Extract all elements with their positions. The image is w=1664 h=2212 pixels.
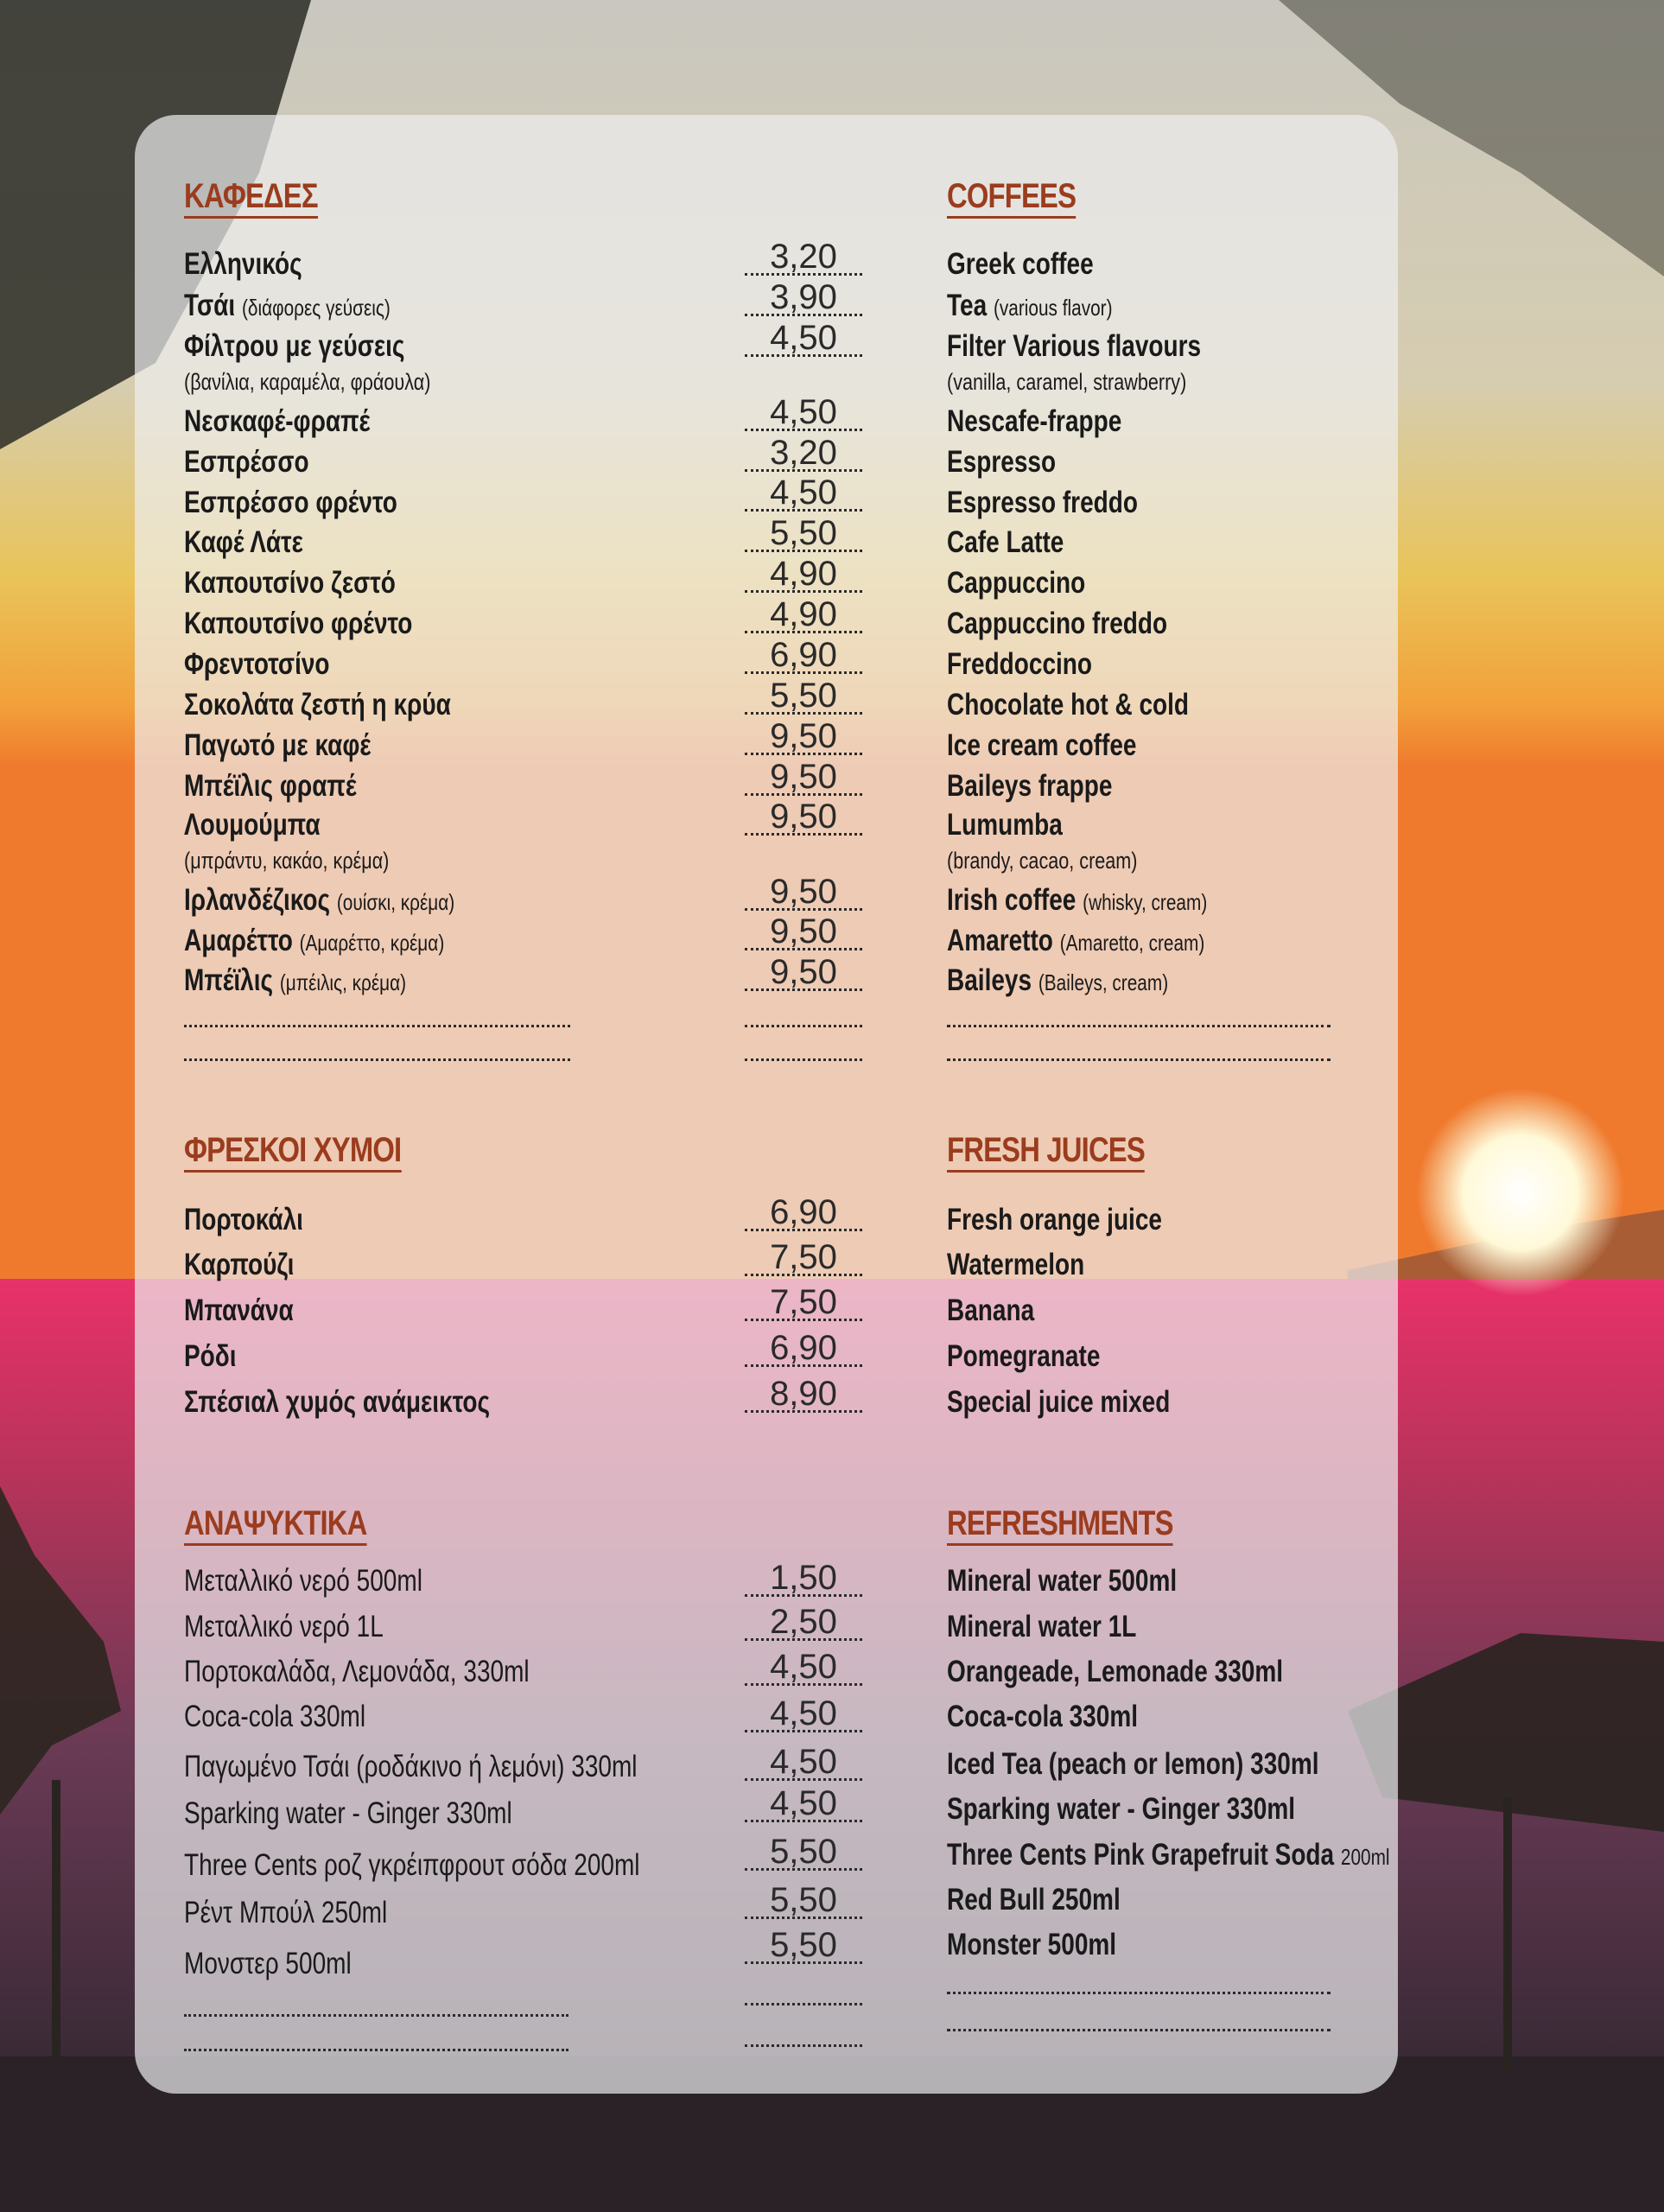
menu-item-gr-sub: (βανίλια, καραμέλα, φράουλα) — [184, 369, 431, 395]
menu-item-gr: Μπανάνα — [184, 1294, 294, 1327]
price: 5,50 — [745, 1929, 862, 1964]
price: 9,50 — [745, 720, 862, 755]
price: 9,50 — [745, 956, 862, 991]
price: 7,50 — [745, 1286, 862, 1321]
menu-item-gr: Καρπούζι — [184, 1248, 295, 1281]
menu-item-gr: Καπουτσίνο φρέντο — [184, 607, 413, 640]
menu-item-en: Pomegranate — [947, 1339, 1101, 1373]
menu-item-gr: Ελληνικός — [184, 247, 302, 281]
blank-line — [745, 2003, 862, 2005]
price: 4,50 — [745, 1787, 862, 1822]
menu-item-en: Sparking water - Ginger 330ml — [947, 1792, 1296, 1826]
price: 4,90 — [745, 598, 862, 633]
section-title-refreshments-en: REFRESHMENTS — [947, 1503, 1173, 1546]
menu-item-en: Fresh orange juice — [947, 1203, 1162, 1236]
menu-item-gr: Ιρλανδέζικος (ουίσκι, κρέμα) — [184, 883, 455, 917]
price: 8,90 — [745, 1377, 862, 1413]
menu-item-en-sub: (brandy, cacao, cream) — [947, 848, 1138, 874]
menu-item-en: Freddoccino — [947, 647, 1093, 681]
blank-line — [947, 2029, 1331, 2031]
menu-item-gr: Μεταλλικό νερό 500ml — [184, 1564, 422, 1598]
menu-item-en: Greek coffee — [947, 247, 1094, 281]
price: 5,50 — [745, 1835, 862, 1871]
price: 9,50 — [745, 760, 862, 796]
menu-item-gr-sub: (μπράντυ, κακάο, κρέμα) — [184, 848, 390, 874]
menu-item-en: Cappuccino — [947, 566, 1086, 600]
price: 3,90 — [745, 281, 862, 316]
menu-item-gr: Three Cents ροζ γκρέιπφρουτ σόδα 200ml — [184, 1848, 640, 1882]
menu-item-gr: Ρόδι — [184, 1339, 237, 1373]
menu-item-en: Ice cream coffee — [947, 728, 1137, 762]
menu-item-en: Tea (various flavor) — [947, 289, 1113, 322]
section-title-coffees-en: COFFEES — [947, 176, 1076, 219]
menu-item-en: Filter Various flavours — [947, 329, 1202, 363]
menu-item-en: Espresso — [947, 445, 1057, 479]
menu-item-gr: Εσπρέσσο φρέντο — [184, 486, 397, 519]
blank-line — [184, 1025, 570, 1027]
price: 4,50 — [745, 396, 862, 431]
menu-item-en: Espresso freddo — [947, 486, 1138, 519]
menu-item-en: Chocolate hot & cold — [947, 688, 1189, 721]
price: 4,50 — [745, 1650, 862, 1686]
menu-item-en: Baileys (Baileys, cream) — [947, 963, 1169, 997]
menu-item-en: Iced Tea (peach or lemon) 330ml — [947, 1747, 1319, 1781]
price: 9,50 — [745, 875, 862, 911]
price: 6,90 — [745, 1196, 862, 1231]
menu-item-en: Mineral water 1L — [947, 1610, 1137, 1643]
menu-item-gr: Μπέϊλις φραπέ — [184, 769, 357, 803]
blank-line — [745, 2044, 862, 2047]
price: 7,50 — [745, 1241, 862, 1276]
price: 4,50 — [745, 1697, 862, 1732]
menu-item-en: Red Bull 250ml — [947, 1883, 1121, 1916]
price: 5,50 — [745, 1884, 862, 1919]
menu-item-gr: Μπέϊλις (μπέιλις, κρέμα) — [184, 963, 407, 997]
menu-item-gr: Νεσκαφέ-φραπέ — [184, 404, 371, 438]
menu-item-en: Cappuccino freddo — [947, 607, 1168, 640]
menu-item-gr: Μεταλλικό νερό 1L — [184, 1610, 384, 1643]
blank-line — [947, 1992, 1331, 1994]
menu-item-en: Three Cents Pink Grapefruit Soda 200ml — [947, 1838, 1390, 1872]
menu-item-gr: Καπουτσίνο ζεστό — [184, 566, 396, 600]
price: 4,50 — [745, 1745, 862, 1781]
menu-item-gr: Αμαρέττο (Αμαρέττο, κρέμα) — [184, 924, 445, 957]
section-title-juices-en: FRESH JUICES — [947, 1130, 1145, 1173]
menu-item-en: Watermelon — [947, 1248, 1085, 1281]
section-title-coffees-gr: ΚΑΦΕΔΕΣ — [184, 176, 318, 219]
price: 5,50 — [745, 679, 862, 715]
blank-line — [745, 1058, 862, 1061]
menu-item-gr: Φίλτρου με γεύσεις — [184, 329, 405, 363]
price: 4,90 — [745, 557, 862, 593]
menu-item-gr: Σπέσιαλ χυμός ανάμεικτος — [184, 1385, 491, 1419]
menu-item-en-sub: (vanilla, caramel, strawberry) — [947, 369, 1187, 395]
menu-item-gr: Παγωμένο Τσάι (ροδάκινο ή λεμόνι) 330ml — [184, 1750, 638, 1783]
menu-item-en: Cafe Latte — [947, 525, 1064, 559]
blank-line — [184, 2014, 568, 2017]
menu-item-en: Special juice mixed — [947, 1385, 1171, 1419]
menu-item-gr: Παγωτό με καφέ — [184, 728, 372, 762]
price: 3,20 — [745, 240, 862, 276]
menu-item-gr: Σοκολάτα ζεστή η κρύα — [184, 688, 451, 721]
menu-item-gr: Λουμούμπα — [184, 808, 321, 842]
blank-line — [947, 1058, 1331, 1061]
menu-item-en: Nescafe-frappe — [947, 404, 1122, 438]
blank-line — [184, 2049, 568, 2051]
price: 9,50 — [745, 915, 862, 950]
menu-item-en: Amaretto (Amaretto, cream) — [947, 924, 1205, 957]
menu-item-gr: Πορτοκαλάδα, Λεμονάδα, 330ml — [184, 1655, 530, 1688]
menu-item-en: Mineral water 500ml — [947, 1564, 1178, 1598]
menu-item-gr: Μονστερ 500ml — [184, 1947, 352, 1980]
blank-line — [947, 1025, 1331, 1027]
menu-item-en: Orangeade, Lemonade 330ml — [947, 1655, 1284, 1688]
price: 4,50 — [745, 476, 862, 512]
price: 6,90 — [745, 639, 862, 674]
menu-item-gr: Ρέντ Μπούλ 250ml — [184, 1896, 388, 1929]
menu-item-gr: Καφέ Λάτε — [184, 525, 303, 559]
menu-item-en: Banana — [947, 1294, 1035, 1327]
price: 5,50 — [745, 517, 862, 552]
menu-item-en: Lumumba — [947, 808, 1063, 842]
menu-item-gr: Coca-cola 330ml — [184, 1700, 366, 1733]
price: 1,50 — [745, 1561, 862, 1597]
price: 6,90 — [745, 1332, 862, 1367]
price: 9,50 — [745, 800, 862, 836]
price: 2,50 — [745, 1605, 862, 1641]
blank-line — [745, 1025, 862, 1027]
menu-item-en: Coca-cola 330ml — [947, 1700, 1138, 1733]
price: 3,20 — [745, 436, 862, 472]
section-title-refreshments-gr: ΑΝΑΨΥΚΤΙΚΑ — [184, 1503, 366, 1546]
price: 4,50 — [745, 321, 862, 357]
section-title-juices-gr: ΦΡΕΣΚΟΙ ΧΥΜΟΙ — [184, 1130, 401, 1173]
menu-item-gr: Τσάι (διάφορες γεύσεις) — [184, 289, 391, 322]
blank-line — [184, 1058, 570, 1061]
menu-item-en: Baileys frappe — [947, 769, 1113, 803]
menu-item-gr: Εσπρέσσο — [184, 445, 309, 479]
menu-item-gr: Πορτοκάλι — [184, 1203, 303, 1236]
menu-item-en: Monster 500ml — [947, 1928, 1117, 1961]
menu-item-en: Irish coffee (whisky, cream) — [947, 883, 1208, 917]
menu-item-gr: Φρεντοτσίνο — [184, 647, 330, 681]
menu-item-gr: Sparking water - Ginger 330ml — [184, 1796, 512, 1830]
